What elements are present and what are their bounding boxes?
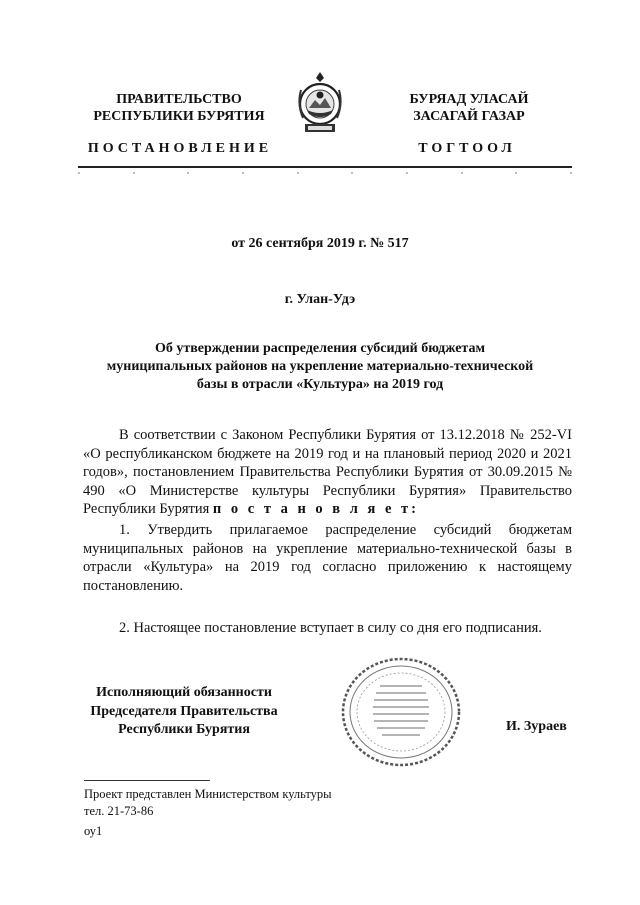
official-seal-stamp <box>340 656 462 768</box>
preamble-paragraph <box>83 426 572 519</box>
role-line2: Председателя Правительства <box>90 703 278 719</box>
title-line2: муниципальных районов на укрепление материально-технической <box>106 359 534 374</box>
decree-word: п о с т а н о в л я е т: <box>212 501 419 517</box>
document-title <box>90 340 550 394</box>
item-1-paragraph: 1. Утвердить прилагаемое распределение субсидий бюджетам муниципальных районов на укрепление материально-технической базы в отрасли «Культура» на 2019 год согласно приложению к настоящему постановлению. <box>83 522 572 594</box>
document-code: оу1 <box>84 824 103 838</box>
header-dotted-line <box>78 172 572 178</box>
footer-phone: тел. 21-73-86 <box>84 803 154 818</box>
left-org-name <box>84 91 274 125</box>
left-doc-kind: ПОСТАНОВЛЕНИЕ <box>87 141 273 156</box>
role-line3: Республики Бурятия <box>118 722 250 737</box>
right-org-line1: БУРЯАД УЛАСАЙ <box>409 92 529 107</box>
document-date-number: от 26 сентября 2019 г. № 517 <box>231 236 409 251</box>
left-org-line1: ПРАВИТЕЛЬСТВО <box>116 92 242 107</box>
title-line3: базы в отрасли «Культура» на 2019 год <box>196 377 444 392</box>
right-org-name <box>374 91 564 125</box>
preamble-text: В соответствии с Законом Республики Бурятия от 13.12.2018 № 252-VI «О республиканском бюджете на 2019 год и на плановый период 2020 и 2021 годов», постановлением Правительства Республики Бурятия от 30.09.2015 № 490 «О Министерстве культуры Республики Бурятия» Правительство Республики Бурятия <box>83 427 572 517</box>
footer-note <box>84 786 332 819</box>
signatory-name: И. Зураев <box>506 719 567 734</box>
header-divider <box>78 166 572 168</box>
coat-of-arms-emblem <box>295 70 345 136</box>
footer-submitted-by: Проект представлен Министерством культуры <box>84 787 332 801</box>
right-doc-kind: ТОГТООЛ <box>418 141 516 156</box>
left-org-line2: РЕСПУБЛИКИ БУРЯТИЯ <box>93 109 265 124</box>
signatory-role <box>84 684 284 740</box>
title-line1: Об утверждении распределения субсидий бюджетам <box>154 341 485 356</box>
right-org-line2: ЗАСАГАЙ ГАЗАР <box>413 109 525 124</box>
role-line1: Исполняющий обязанности <box>96 685 272 700</box>
footer-divider <box>84 780 210 781</box>
item-2-paragraph: 2. Настоящее постановление вступает в силу со дня его подписания. <box>119 620 542 636</box>
document-city: г. Улан-Удэ <box>284 292 356 307</box>
